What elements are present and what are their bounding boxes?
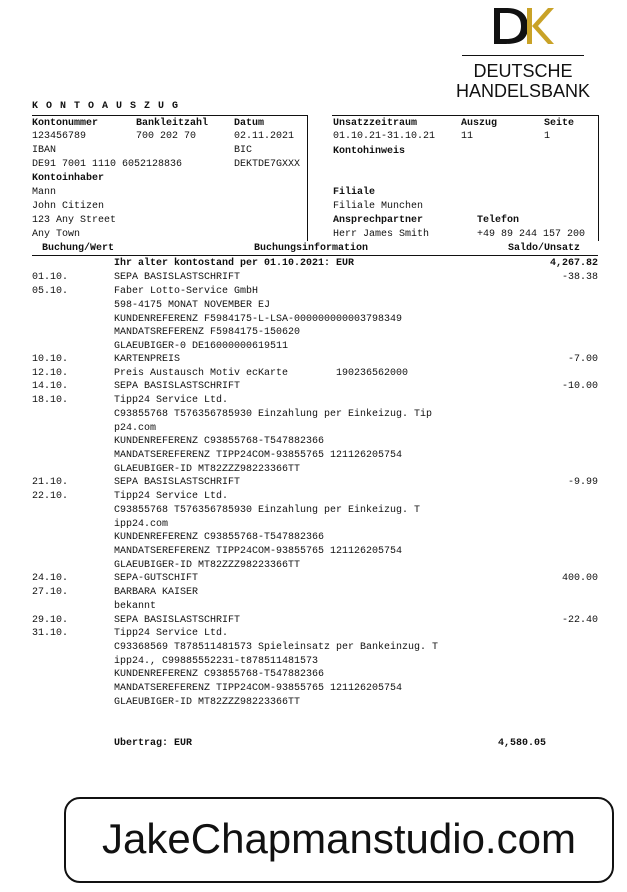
transaction-line: SEPA BASISLASTSCHRIFT (114, 381, 241, 392)
filiale-value: Filiale Munchen (333, 201, 424, 212)
transaction-line: C93855768 T576356785930 Einzahlung per Einkeizug. Tip (114, 408, 433, 420)
transaction-date: 18.10. (32, 395, 69, 406)
transaction-line: Tipp24 Service Ltd. (114, 395, 229, 406)
blz-label: Bankleitzahl (136, 118, 209, 129)
owner-line: Mann (32, 187, 57, 198)
telefon-value: +49 89 244 157 200 (477, 229, 586, 240)
transaction-line: GLAEUBIGER-ID MT82ZZZ98223366TT (114, 464, 301, 475)
datum-label: Datum (234, 118, 265, 129)
transaction-amount: -7.00 (567, 354, 598, 365)
header-right-border (598, 115, 599, 241)
transaction-date: 22.10. (32, 491, 69, 502)
transaction-date: 27.10. (32, 587, 69, 598)
seite-value: 1 (544, 131, 551, 142)
transaction-line: KUNDENREFERENZ F5984175-L-LSA-000000000003798349 (114, 313, 403, 325)
kontoinhaber-label: Kontoinhaber (32, 173, 105, 184)
transaction-line: KUNDENREFERENZ C93855768-T547882366 (114, 436, 325, 448)
transaction-line: bekannt (114, 600, 157, 612)
header-divider (307, 115, 308, 241)
transaction-line: MANDATSEREFERENZ TIPP24COM-93855765 121126205754 (114, 683, 403, 695)
transaction-date: 24.10. (32, 573, 69, 584)
transaction-line: KARTENPREIS (114, 354, 181, 365)
transaction-line: MANDATSEREFERENZ TIPP24COM-93855765 121126205754 (114, 546, 403, 558)
transaction-line: SEPA BASISLASTSCHRIFT (114, 615, 241, 626)
transaction-line: Tipp24 Service Ltd. (114, 491, 229, 502)
transaction-line: p24.com (114, 422, 157, 434)
col-buchung: Buchung/Wert (42, 243, 115, 254)
transaction-line: Preis Austausch Motiv ecKarte 190236562000 (114, 368, 409, 379)
bank-name-line1: DEUTSCHE (473, 61, 573, 81)
transaction-line: C93368569 T878511481573 Spieleinsatz per Bankeinzug. T (114, 641, 439, 653)
transaction-line: Tipp24 Service Ltd. (114, 628, 229, 639)
iban-value: DE91 7001 1110 6052128836 (32, 159, 183, 170)
blz-value: 700 202 70 (136, 131, 197, 142)
bank-name-line2: HANDELSBANK (455, 81, 591, 101)
transaction-line: ipp24., C99885552231-t878511481573 (114, 655, 319, 667)
transaction-amount: -10.00 (561, 381, 598, 392)
header-right-top-rule (332, 115, 598, 116)
header-left-top-rule (32, 115, 307, 116)
ansprech-label: Ansprechpartner (333, 215, 424, 226)
transaction-line: SEPA-GUTSCHIFT (114, 573, 199, 584)
ansprech-value: Herr James Smith (333, 229, 430, 240)
transaction-line: SEPA BASISLASTSCHRIFT (114, 477, 241, 488)
opening-balance-amount: 4,267.82 (549, 258, 598, 269)
owner-line: 123 Any Street (32, 215, 117, 226)
transaction-amount: -9.99 (567, 477, 598, 488)
transaction-line: 598-4175 MONAT NOVEMBER EJ (114, 299, 271, 311)
bank-logo-icon (490, 6, 556, 46)
bic-label: BIC (234, 145, 253, 156)
transaction-amount: -22.40 (561, 615, 598, 626)
transaction-line: MANDATSEREFERENZ TIPP24COM-93855765 121126205754 (114, 450, 403, 462)
kontonummer-value: 123456789 (32, 131, 87, 142)
bank-name (445, 61, 601, 101)
transaction-line: ipp24.com (114, 518, 169, 530)
columns-rule (32, 255, 598, 256)
closing-balance-label: Ubertrag: EUR (114, 738, 193, 749)
transaction-amount: -38.38 (561, 272, 598, 283)
transaction-date: 29.10. (32, 615, 69, 626)
transaction-date: 12.10. (32, 368, 69, 379)
opening-balance-label: Ihr alter kontostand per 01.10.2021: EUR (114, 258, 355, 269)
transaction-date: 21.10. (32, 477, 69, 488)
transaction-line: SEPA BASISLASTSCHRIFT (114, 272, 241, 283)
transaction-date: 10.10. (32, 354, 69, 365)
iban-label: IBAN (32, 145, 57, 156)
transaction-date: 31.10. (32, 628, 69, 639)
transaction-date: 05.10. (32, 286, 69, 297)
datum-value: 02.11.2021 (234, 131, 295, 142)
transaction-line: Faber Lotto-Service GmbH (114, 286, 259, 297)
kontohinweis-label: Kontohinweis (333, 146, 406, 157)
auszug-label: Auszug (461, 118, 498, 129)
bic-value: DEKTDE7GXXX (234, 159, 301, 170)
owner-line: John Citizen (32, 201, 105, 212)
logo-divider (462, 55, 584, 56)
transaction-line: C93855768 T576356785930 Einzahlung per Einkeizug. T (114, 504, 421, 516)
kontonummer-label: Kontonummer (32, 118, 99, 129)
transaction-line: KUNDENREFERENZ C93855768-T547882366 (114, 669, 325, 681)
closing-balance-amount: 4,580.05 (498, 738, 547, 749)
statement-title: K O N T O A U S Z U G (32, 101, 180, 112)
telefon-label: Telefon (477, 215, 520, 226)
owner-line: Any Town (32, 229, 81, 240)
transaction-line: GLAEUBIGER-ID MT82ZZZ98223366TT (114, 560, 301, 571)
transaction-line: MANDATSREFERENZ F5984175-150620 (114, 327, 301, 339)
seite-label: Seite (544, 118, 575, 129)
transaction-amount: 400.00 (561, 573, 598, 584)
transaction-line: KUNDENREFERENZ C93855768-T547882366 (114, 532, 325, 544)
filiale-label: Filiale (333, 187, 376, 198)
transaction-line: GLAEUBIGER-ID MT82ZZZ98223366TT (114, 697, 301, 708)
watermark-text: JakeChapmanstudio.com (102, 815, 576, 862)
transaction-date: 01.10. (32, 272, 69, 283)
col-info: Buchungsinformation (254, 243, 369, 254)
transaction-line: BARBARA KAISER (114, 587, 199, 598)
col-saldo: Saldo/Unsatz (508, 243, 581, 254)
transaction-line: GLAEUBIGER-0 DE16000000619511 (114, 341, 289, 353)
auszug-value: 11 (461, 131, 474, 142)
zeitraum-label: Unsatzzeitraum (333, 118, 418, 129)
zeitraum-value: 01.10.21-31.10.21 (333, 131, 436, 142)
transaction-date: 14.10. (32, 381, 69, 392)
